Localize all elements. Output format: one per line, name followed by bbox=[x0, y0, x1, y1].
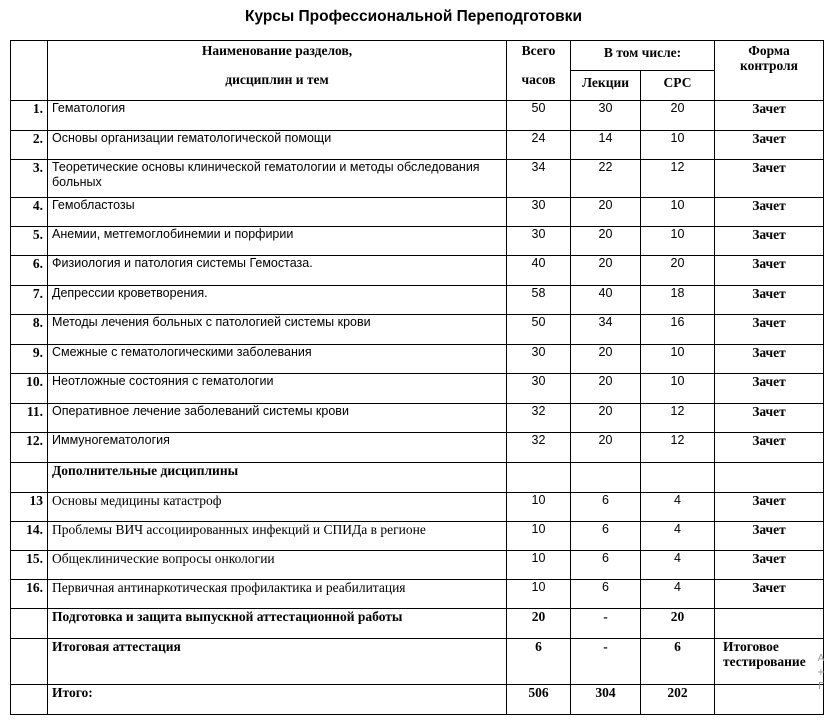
row-srs-hours: 12 bbox=[641, 404, 715, 433]
header-name-cell bbox=[48, 41, 507, 101]
row-lecture-hours: 20 bbox=[571, 256, 641, 286]
header-srs: СРС bbox=[663, 75, 692, 90]
row-srs-hours bbox=[641, 463, 715, 493]
row-control-form: Зачет bbox=[715, 101, 824, 131]
row-number: 3. bbox=[11, 160, 48, 198]
row-total-hours: 6 bbox=[507, 639, 571, 685]
row-srs-hours: 10 bbox=[641, 131, 715, 160]
row-total-hours: 10 bbox=[507, 493, 571, 522]
row-srs-hours: 10 bbox=[641, 345, 715, 374]
row-name: Проблемы ВИЧ ассоциированных инфекций и СПИДа в регионе bbox=[48, 522, 507, 551]
table-row bbox=[11, 286, 824, 315]
row-total-hours: 34 bbox=[507, 160, 571, 198]
table-row bbox=[11, 160, 824, 198]
row-name: Депрессии кроветворения. bbox=[48, 286, 507, 315]
header-lectures-cell bbox=[571, 71, 641, 101]
row-name: Подготовка и защита выпускной аттестационной работы bbox=[48, 609, 507, 639]
row-srs-hours: 4 bbox=[641, 551, 715, 580]
row-name: Неотложные состояния с гематологии bbox=[48, 374, 507, 404]
row-control-form: Зачет bbox=[715, 404, 824, 433]
row-control-form: Зачет bbox=[715, 286, 824, 315]
table-row bbox=[11, 315, 824, 345]
row-total-hours: 50 bbox=[507, 315, 571, 345]
row-number: 15. bbox=[11, 551, 48, 580]
row-srs-hours: 20 bbox=[641, 256, 715, 286]
row-number bbox=[11, 463, 48, 493]
row-lecture-hours: 20 bbox=[571, 345, 641, 374]
row-total-hours: 32 bbox=[507, 433, 571, 463]
row-name: Основы организации гематологической помощи bbox=[48, 131, 507, 160]
row-lecture-hours bbox=[571, 463, 641, 493]
header-num-cell bbox=[11, 41, 48, 101]
header-total-line2: часов bbox=[521, 72, 556, 87]
row-name: Анемии, метгемоглобинемии и порфирии bbox=[48, 227, 507, 256]
row-control-form: Зачет bbox=[715, 198, 824, 227]
row-lecture-hours: 20 bbox=[571, 227, 641, 256]
side-mark: A bbox=[817, 653, 825, 664]
row-lecture-hours: 20 bbox=[571, 198, 641, 227]
row-srs-hours: 20 bbox=[641, 609, 715, 639]
row-srs-hours: 12 bbox=[641, 160, 715, 198]
row-control-form: Зачет bbox=[715, 580, 824, 609]
row-number: 14. bbox=[11, 522, 48, 551]
row-srs-hours: 12 bbox=[641, 433, 715, 463]
table-row bbox=[11, 101, 824, 131]
row-lecture-hours: 30 bbox=[571, 101, 641, 131]
row-name: Основы медицины катастроф bbox=[48, 493, 507, 522]
row-number: 8. bbox=[11, 315, 48, 345]
table-row bbox=[11, 227, 824, 256]
row-lecture-hours: 6 bbox=[571, 551, 641, 580]
row-number bbox=[11, 639, 48, 685]
row-number: 13 bbox=[11, 493, 48, 522]
row-srs-hours: 18 bbox=[641, 286, 715, 315]
row-name: Итого: bbox=[48, 685, 507, 715]
header-form: Форма контроля bbox=[740, 43, 798, 73]
row-total-hours: 40 bbox=[507, 256, 571, 286]
row-number: 4. bbox=[11, 198, 48, 227]
row-srs-hours: 4 bbox=[641, 522, 715, 551]
header-total-cell bbox=[507, 41, 571, 101]
row-lecture-hours: 14 bbox=[571, 131, 641, 160]
row-srs-hours: 6 bbox=[641, 639, 715, 685]
row-control-form: Зачет bbox=[715, 131, 824, 160]
row-total-hours: 20 bbox=[507, 609, 571, 639]
row-number: 12. bbox=[11, 433, 48, 463]
table-row bbox=[11, 198, 824, 227]
additional-heading-row bbox=[11, 463, 824, 493]
row-lecture-hours: 6 bbox=[571, 580, 641, 609]
row-lecture-hours: 20 bbox=[571, 374, 641, 404]
header-total-line1: Всего bbox=[521, 43, 556, 58]
row-control-form: Зачет bbox=[715, 522, 824, 551]
row-lecture-hours: 20 bbox=[571, 433, 641, 463]
row-total-hours: 506 bbox=[507, 685, 571, 715]
side-mark: Г bbox=[817, 681, 825, 692]
table-row bbox=[11, 374, 824, 404]
row-control-form: Зачет bbox=[715, 227, 824, 256]
thesis-row bbox=[11, 609, 824, 639]
row-control-form: Зачет bbox=[715, 493, 824, 522]
row-name: Первичная антинаркотическая профилактика и реабилитация bbox=[48, 580, 507, 609]
row-srs-hours: 4 bbox=[641, 493, 715, 522]
table-row bbox=[11, 493, 824, 522]
header-row bbox=[11, 41, 824, 71]
row-name: Общеклинические вопросы онкологии bbox=[48, 551, 507, 580]
row-lecture-hours: 34 bbox=[571, 315, 641, 345]
row-control-form: Зачет bbox=[715, 433, 824, 463]
row-control-form: Зачет bbox=[715, 256, 824, 286]
header-lectures: Лекции bbox=[581, 75, 630, 90]
row-number bbox=[11, 685, 48, 715]
curriculum-table bbox=[10, 40, 824, 715]
header-incl-cell bbox=[571, 41, 715, 71]
table-row bbox=[11, 404, 824, 433]
header-form-cell bbox=[715, 41, 824, 101]
row-srs-hours: 202 bbox=[641, 685, 715, 715]
row-total-hours: 30 bbox=[507, 374, 571, 404]
row-number: 10. bbox=[11, 374, 48, 404]
row-total-hours: 30 bbox=[507, 227, 571, 256]
grand-total-row bbox=[11, 685, 824, 715]
row-name: Итоговая аттестация bbox=[48, 639, 507, 685]
row-control-form: Зачет bbox=[715, 315, 824, 345]
row-total-hours: 30 bbox=[507, 198, 571, 227]
row-name: Гематология bbox=[48, 101, 507, 131]
row-srs-hours: 16 bbox=[641, 315, 715, 345]
row-control-form: Зачет bbox=[715, 551, 824, 580]
table-row bbox=[11, 433, 824, 463]
table-row bbox=[11, 580, 824, 609]
row-number: 16. bbox=[11, 580, 48, 609]
side-marks bbox=[815, 652, 827, 694]
row-srs-hours: 10 bbox=[641, 374, 715, 404]
row-lecture-hours: 40 bbox=[571, 286, 641, 315]
table-row bbox=[11, 131, 824, 160]
row-total-hours: 10 bbox=[507, 551, 571, 580]
row-control-form: Зачет bbox=[715, 160, 824, 198]
row-srs-hours: 10 bbox=[641, 198, 715, 227]
row-lecture-hours: - bbox=[571, 639, 641, 685]
row-lecture-hours: 20 bbox=[571, 404, 641, 433]
row-number: 11. bbox=[11, 404, 48, 433]
row-control-form bbox=[715, 609, 824, 639]
table-row bbox=[11, 256, 824, 286]
row-lecture-hours: 304 bbox=[571, 685, 641, 715]
row-control-form: Зачет bbox=[715, 374, 824, 404]
row-number: 1. bbox=[11, 101, 48, 131]
table-row bbox=[11, 522, 824, 551]
row-number: 7. bbox=[11, 286, 48, 315]
row-srs-hours: 20 bbox=[641, 101, 715, 131]
row-name: Оперативное лечение заболеваний системы крови bbox=[48, 404, 507, 433]
header-name-line2: дисциплин и тем bbox=[225, 72, 329, 87]
additional-heading: Дополнительные дисциплины bbox=[48, 463, 507, 493]
row-total-hours bbox=[507, 463, 571, 493]
row-name: Гемобластозы bbox=[48, 198, 507, 227]
row-control-form: Зачет bbox=[715, 345, 824, 374]
row-lecture-hours: 6 bbox=[571, 522, 641, 551]
row-lecture-hours: 22 bbox=[571, 160, 641, 198]
row-total-hours: 24 bbox=[507, 131, 571, 160]
row-total-hours: 10 bbox=[507, 522, 571, 551]
row-number: 6. bbox=[11, 256, 48, 286]
row-total-hours: 50 bbox=[507, 101, 571, 131]
row-control-form bbox=[715, 463, 824, 493]
table-row bbox=[11, 551, 824, 580]
row-total-hours: 30 bbox=[507, 345, 571, 374]
header-incl: В том числе: bbox=[603, 45, 682, 60]
row-number: 5. bbox=[11, 227, 48, 256]
side-mark: + bbox=[816, 667, 826, 678]
row-total-hours: 32 bbox=[507, 404, 571, 433]
row-lecture-hours: - bbox=[571, 609, 641, 639]
row-name: Смежные с гематологическими заболевания bbox=[48, 345, 507, 374]
row-srs-hours: 10 bbox=[641, 227, 715, 256]
row-number: 2. bbox=[11, 131, 48, 160]
row-total-hours: 58 bbox=[507, 286, 571, 315]
row-number: 9. bbox=[11, 345, 48, 374]
row-name: Иммуногематология bbox=[48, 433, 507, 463]
table-row bbox=[11, 345, 824, 374]
row-total-hours: 10 bbox=[507, 580, 571, 609]
header-srs-cell bbox=[641, 71, 715, 101]
row-lecture-hours: 6 bbox=[571, 493, 641, 522]
row-name: Методы лечения больных с патологией системы крови bbox=[48, 315, 507, 345]
row-control-form: Итоговое тестирование bbox=[715, 639, 824, 685]
document-title: Курсы Профессиональной Переподготовки bbox=[245, 8, 582, 25]
row-name: Физиология и патология системы Гемостаза. bbox=[48, 256, 507, 286]
header-name-line1: Наименование разделов, bbox=[201, 43, 353, 58]
row-control-form bbox=[715, 685, 824, 715]
row-name: Теоретические основы клинической гематологии и методы обследования больных bbox=[48, 160, 507, 198]
row-number bbox=[11, 609, 48, 639]
row-srs-hours: 4 bbox=[641, 580, 715, 609]
final-cert-row bbox=[11, 639, 824, 685]
